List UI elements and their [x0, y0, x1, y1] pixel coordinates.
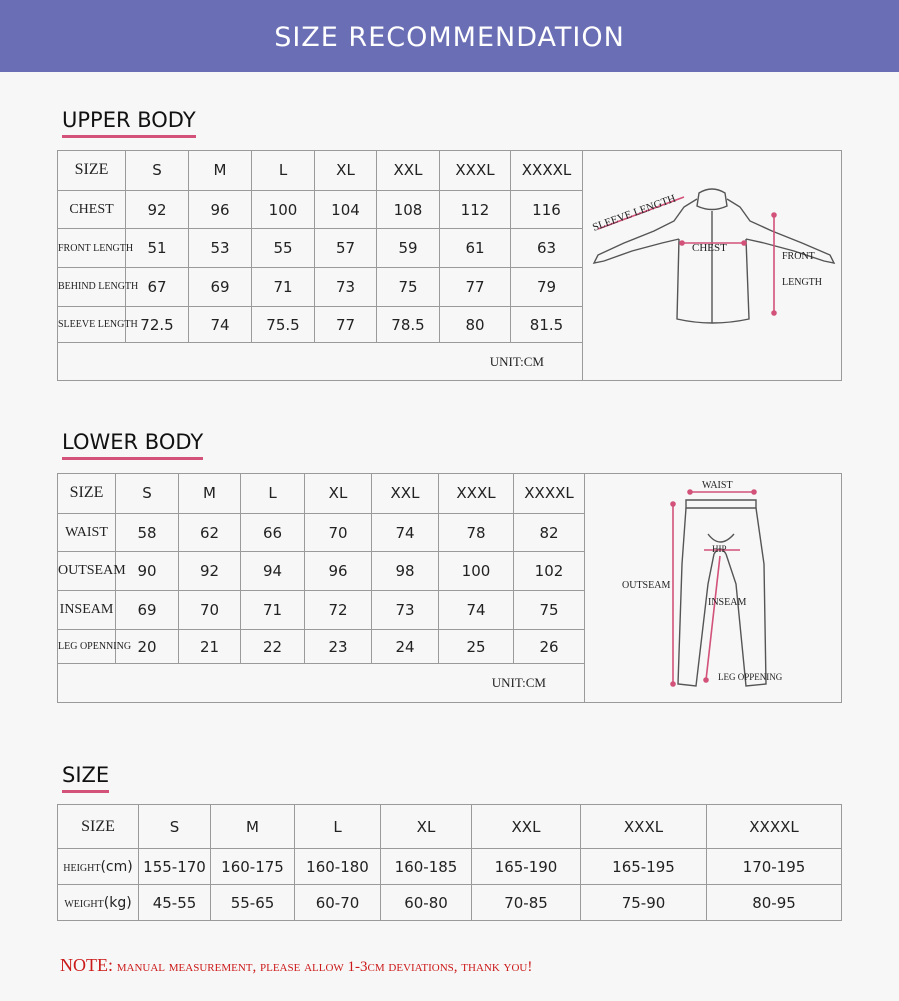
- upper-row-label: FRONT LENGTH: [58, 229, 126, 268]
- upper-size-col: M: [189, 151, 252, 191]
- size-title-underline: [62, 790, 109, 793]
- lower-size-col: L: [241, 474, 305, 514]
- lower-diagram-cell: [585, 474, 842, 703]
- weight-cell: 80-95: [707, 885, 842, 921]
- lower-size-col: XXXXL: [514, 474, 585, 514]
- banner-title: SIZE RECOMMENDATION: [274, 22, 625, 53]
- waist-label: WAIST: [701, 480, 733, 491]
- lower-row-label: INSEAM: [58, 591, 116, 630]
- size-col: XXL: [472, 805, 581, 849]
- upper-diagram-cell: [583, 151, 842, 381]
- upper-size-header: SIZE: [58, 151, 126, 191]
- lower-cell: 78: [439, 513, 514, 552]
- lower-size-col: XXXL: [439, 474, 514, 514]
- outseam-label: OUTSEAM: [621, 580, 670, 591]
- hip-label: HIP: [711, 544, 727, 554]
- size-col: M: [211, 805, 295, 849]
- upper-cell: 59: [377, 229, 440, 268]
- sleeve-length-label: SLEEVE LENGTH: [590, 192, 677, 234]
- lower-cell: 74: [439, 591, 514, 630]
- lower-cell: 72: [305, 591, 372, 630]
- lower-body-title: [62, 430, 203, 454]
- weight-cell: 70-85: [472, 885, 581, 921]
- height-unit: (cm): [100, 858, 133, 875]
- lower-cell: 69: [116, 591, 179, 630]
- upper-cell: 71: [252, 268, 315, 307]
- upper-body-table: [57, 150, 842, 381]
- lower-size-col: XL: [305, 474, 372, 514]
- height-cell: 170-195: [707, 849, 842, 885]
- size-title: [62, 763, 109, 787]
- lower-size-col: S: [116, 474, 179, 514]
- lower-cell: 74: [372, 513, 439, 552]
- upper-cell: 96: [189, 190, 252, 229]
- upper-size-col: XL: [315, 151, 377, 191]
- lower-title-underline: [62, 457, 203, 460]
- weight-unit: (kg): [103, 894, 132, 911]
- size-col: XXXXL: [707, 805, 842, 849]
- upper-cell: 78.5: [377, 306, 440, 343]
- upper-cell: 112: [440, 190, 511, 229]
- measurement-note: [60, 955, 532, 976]
- weight-cell: 55-65: [211, 885, 295, 921]
- lower-size-col: M: [179, 474, 241, 514]
- size-header: SIZE: [58, 805, 139, 849]
- lower-cell: 75: [514, 591, 585, 630]
- size-table: [57, 804, 842, 921]
- leg-opening-label: LEG OPPENING: [717, 672, 782, 682]
- pants-diagram: [586, 474, 841, 697]
- lower-cell: 58: [116, 513, 179, 552]
- height-cell: 160-175: [211, 849, 295, 885]
- note-text: manual measurement, please allow 1-3cm deviations, thank you!: [113, 959, 533, 975]
- height-cell: 160-180: [295, 849, 381, 885]
- note-prefix: NOTE:: [60, 955, 113, 975]
- lower-cell: 90: [116, 552, 179, 591]
- lower-row-label: WAIST: [58, 513, 116, 552]
- lower-cell: 100: [439, 552, 514, 591]
- upper-cell: 69: [189, 268, 252, 307]
- lower-cell: 22: [241, 629, 305, 664]
- lower-cell: 102: [514, 552, 585, 591]
- lower-cell: 98: [372, 552, 439, 591]
- size-col: XXXL: [581, 805, 707, 849]
- lower-cell: 25: [439, 629, 514, 664]
- inseam-label: INSEAM: [707, 597, 746, 608]
- upper-body-title-text: UPPER BODY: [62, 108, 196, 132]
- upper-cell: 77: [440, 268, 511, 307]
- upper-title-underline: [62, 135, 196, 138]
- lower-cell: 82: [514, 513, 585, 552]
- upper-cell: 75: [377, 268, 440, 307]
- lower-size-header: SIZE: [58, 474, 116, 514]
- upper-cell: 104: [315, 190, 377, 229]
- jacket-diagram: [584, 151, 841, 375]
- upper-body-title: [62, 108, 196, 132]
- upper-size-col: XXL: [377, 151, 440, 191]
- height-cell: 165-190: [472, 849, 581, 885]
- upper-size-col: S: [126, 151, 189, 191]
- upper-size-col: XXXXL: [511, 151, 583, 191]
- height-cell: 165-195: [581, 849, 707, 885]
- lower-row-label: LEG OPENNING: [58, 629, 116, 664]
- lower-row-label: OUTSEAM: [58, 552, 116, 591]
- upper-cell: 108: [377, 190, 440, 229]
- lower-cell: 21: [179, 629, 241, 664]
- upper-cell: 57: [315, 229, 377, 268]
- upper-cell: 81.5: [511, 306, 583, 343]
- upper-cell: 51: [126, 229, 189, 268]
- upper-size-col: XXXL: [440, 151, 511, 191]
- lower-cell: 92: [179, 552, 241, 591]
- weight-cell: 60-70: [295, 885, 381, 921]
- lower-size-col: XXL: [372, 474, 439, 514]
- upper-size-col: L: [252, 151, 315, 191]
- size-title-text: SIZE: [62, 763, 110, 787]
- upper-cell: 100: [252, 190, 315, 229]
- lower-cell: 71: [241, 591, 305, 630]
- front-label: FRONT: [781, 251, 815, 262]
- lower-cell: 70: [305, 513, 372, 552]
- lower-unit: UNIT:CM: [58, 664, 585, 703]
- lower-cell: 66: [241, 513, 305, 552]
- lower-body-title-text: LOWER BODY: [62, 430, 204, 454]
- upper-cell: 73: [315, 268, 377, 307]
- lower-cell: 94: [241, 552, 305, 591]
- upper-row-label: BEHIND LENGTH: [58, 268, 126, 307]
- height-cell: 160-185: [381, 849, 472, 885]
- lower-body-table: [57, 473, 842, 703]
- lower-cell: 73: [372, 591, 439, 630]
- size-col: S: [139, 805, 211, 849]
- length-label: LENGTH: [781, 277, 822, 288]
- upper-cell: 79: [511, 268, 583, 307]
- lower-cell: 70: [179, 591, 241, 630]
- height-row-label: [58, 849, 139, 885]
- upper-row-label: SLEEVE LENGTH: [58, 306, 126, 343]
- height-label: HEIGHT: [63, 862, 101, 874]
- lower-cell: 24: [372, 629, 439, 664]
- lower-cell: 62: [179, 513, 241, 552]
- weight-label: WEIGHT: [64, 898, 104, 910]
- upper-cell: 77: [315, 306, 377, 343]
- upper-cell: 61: [440, 229, 511, 268]
- upper-row-label: CHEST: [58, 190, 126, 229]
- lower-cell: 23: [305, 629, 372, 664]
- lower-cell: 96: [305, 552, 372, 591]
- upper-cell: 55: [252, 229, 315, 268]
- size-col: L: [295, 805, 381, 849]
- weight-cell: 60-80: [381, 885, 472, 921]
- upper-cell: 116: [511, 190, 583, 229]
- size-col: XL: [381, 805, 472, 849]
- upper-cell: 63: [511, 229, 583, 268]
- upper-cell: 74: [189, 306, 252, 343]
- chest-label: CHEST: [691, 242, 727, 254]
- lower-cell: 20: [116, 629, 179, 664]
- upper-unit: UNIT:CM: [58, 343, 583, 381]
- weight-cell: 75-90: [581, 885, 707, 921]
- weight-row-label: [58, 885, 139, 921]
- title-banner: [0, 0, 899, 72]
- height-cell: 155-170: [139, 849, 211, 885]
- upper-cell: 53: [189, 229, 252, 268]
- upper-cell: 75.5: [252, 306, 315, 343]
- lower-cell: 26: [514, 629, 585, 664]
- upper-cell: 92: [126, 190, 189, 229]
- upper-cell: 72.5: [126, 306, 189, 343]
- upper-cell: 67: [126, 268, 189, 307]
- upper-cell: 80: [440, 306, 511, 343]
- weight-cell: 45-55: [139, 885, 211, 921]
